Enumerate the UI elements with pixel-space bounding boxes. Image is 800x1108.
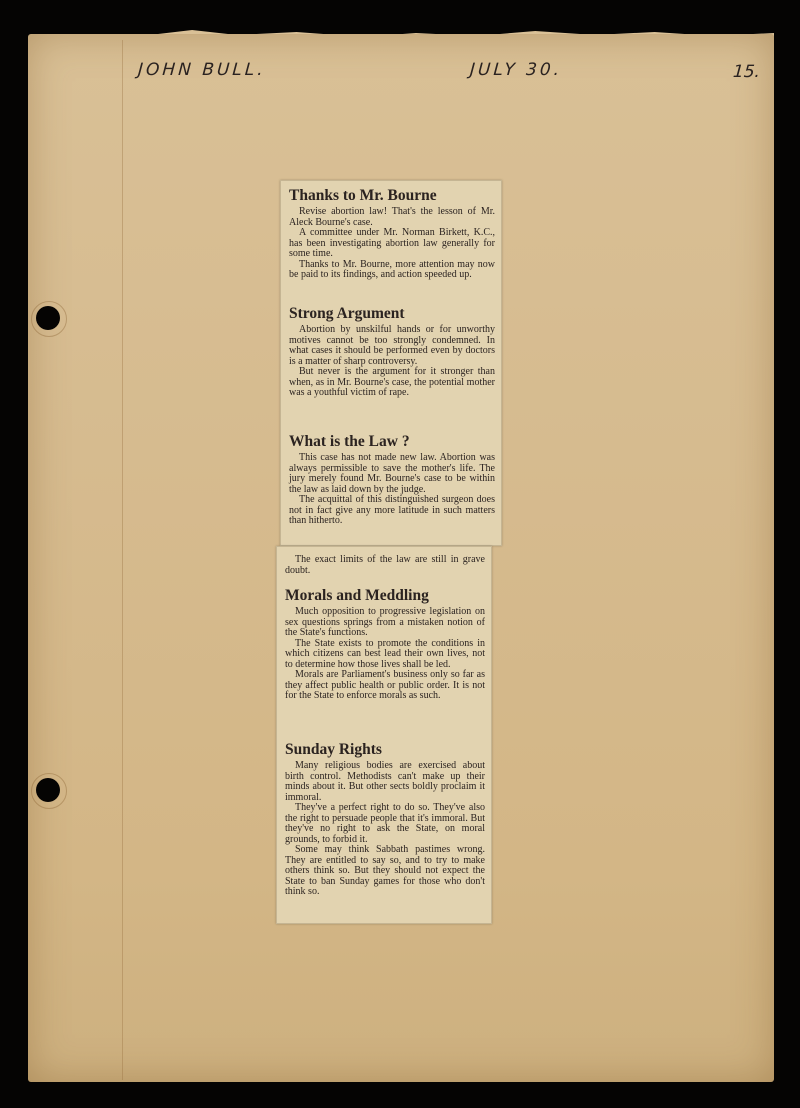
article-section [289,305,495,399]
section-body [289,207,495,281]
punch-hole-bottom [36,778,60,802]
punch-hole-top [36,306,60,330]
paragraph: But never is the argument for it stronger than when, as in Mr. Bourne's case, the potential mother was a youthful victim of rape. [289,366,495,398]
handwritten-page-number: 15. [732,62,761,82]
paragraph: They've a perfect right to do so. They've also the right to persuade people that it's immoral. But they've no right to ask the State, on moral grounds, to forbid it. [285,802,485,845]
paragraph: Morals are Parliament's business only so far as they affect public health or public order. It is not for the State to enforce morals as such. [285,669,485,701]
article-section [285,587,485,702]
section-heading: Strong Argument [289,305,405,322]
paragraph: The acquittal of this distinguished surgeon does not in fact give any more latitude in such matters than hitherto. [289,494,495,526]
page-margin-line [122,40,123,1080]
paragraph: Some may think Sabbath pastimes wrong. They are entitled to say so, and to try to make others think so. But they should not expect the State to ban Sunday games for those who don't think so. [285,844,485,897]
section-body [285,607,485,702]
paragraph: Many religious bodies are exercised about birth control. Methodists can't make up their minds about it. But other sects boldly proclaim it immoral. [285,760,485,803]
newspaper-clipping-lower [276,546,492,924]
paragraph: Much opposition to progressive legislation on sex questions springs from a mistaken notion of the State's functions. [285,606,485,638]
paragraph: Revise abortion law! That's the lesson of Mr. Aleck Bourne's case. [289,206,495,228]
section-heading: Morals and Meddling [285,587,429,604]
handwritten-date: JULY 30. [469,60,563,80]
section-body [289,453,495,527]
paragraph: Thanks to Mr. Bourne, more attention may now be paid to its findings, and action speeded up. [289,258,495,280]
article-section [285,741,485,898]
section-heading: Thanks to Mr. Bourne [289,187,437,204]
paragraph: The exact limits of the law are still in grave doubt. [285,554,485,576]
newspaper-clipping-upper [280,180,502,546]
paragraph: Abortion by unskilful hands or for unworthy motives cannot be too strongly condemned. In what cases it should be performed even by doctors is a matter of sharp controversy. [289,324,495,367]
article-section [289,433,495,527]
article-section [285,555,485,576]
section-heading: What is the Law ? [289,433,410,450]
section-heading: Sunday Rights [285,741,382,758]
handwritten-publication: JOHN BULL. [137,60,267,80]
paragraph: This case has not made new law. Abortion was always permissible to save the mother's life. The jury merely found Mr. Bourne's case to be within the law as laid down by the judge. [289,452,495,495]
section-body [285,761,485,898]
paragraph: A committee under Mr. Norman Birkett, K.C., has been investigating abortion law generally for some time. [289,227,495,259]
paragraph: The State exists to promote the conditions in which citizens can best lead their own lives, not to determine how those lives shall be led. [285,637,485,670]
section-body [285,555,485,576]
article-section [289,187,495,281]
section-body [289,325,495,399]
